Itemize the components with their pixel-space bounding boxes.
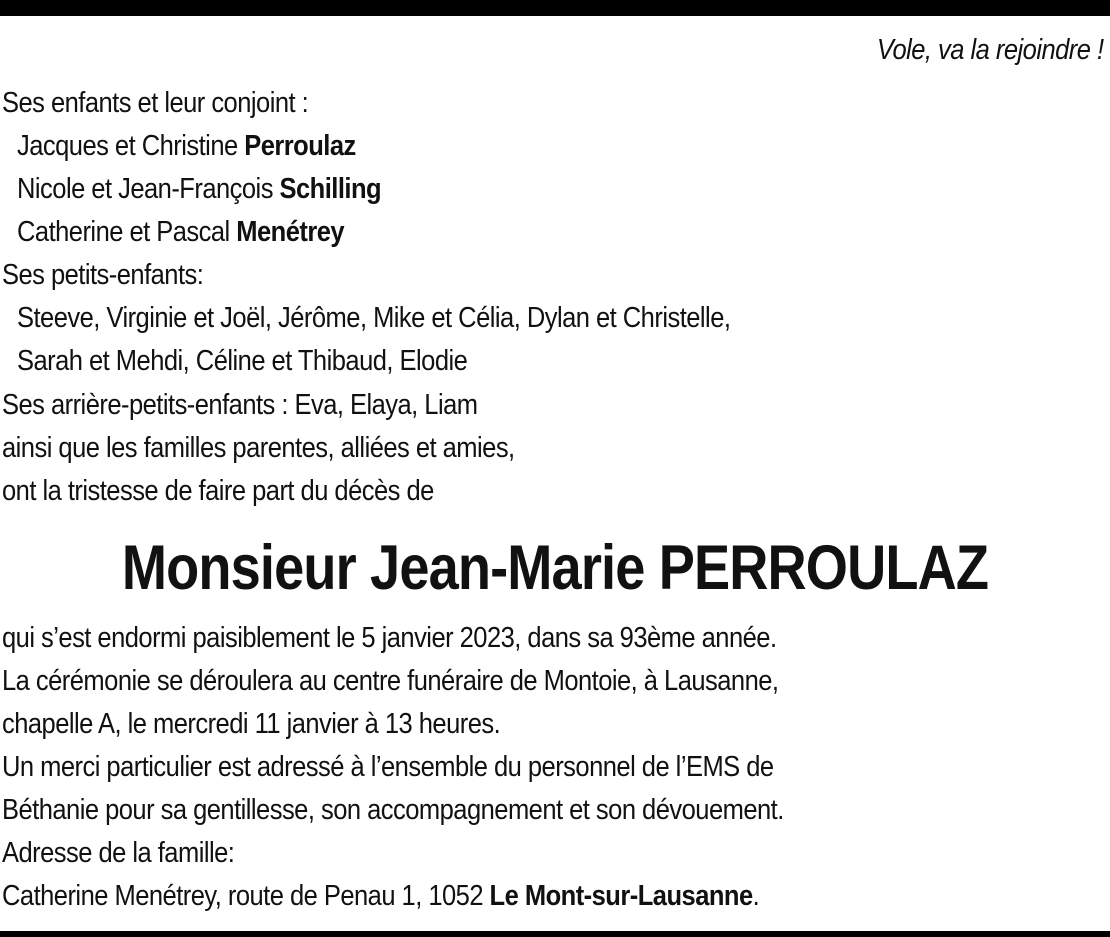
grandchildren-line-1: Steeve, Virginie et Joël, Jérôme, Mike et Célia, Dylan et Christelle, [17,302,731,334]
child-names: Jacques et Christine [17,130,245,162]
grandchildren-line-2: Sarah et Mehdi, Céline et Thibaud, Elodie [17,345,468,377]
grandchildren-heading: Ses petits-enfants: [2,259,204,291]
bottom-border-rule [0,931,1110,937]
child-surname: Schilling [279,173,382,205]
body-line-5: Béthanie pour sa gentillesse, son accompagnement et son dévouement. [2,794,784,826]
child-names: Nicole et Jean-François [17,173,280,205]
top-border-rule [0,0,1110,16]
child-names: Catherine et Pascal [17,216,237,248]
address-end: . [752,880,760,912]
body-line-3: chapelle A, le mercredi 11 janvier à 13 heures. [2,708,501,740]
child-surname: Perroulaz [244,130,356,162]
body-line-1: qui s’est endormi paisiblement le 5 janvier 2023, dans sa 93ème année. [2,622,777,654]
children-heading: Ses enfants et leur conjoint : [2,87,309,119]
address-town: Le Mont-sur-Lausanne [489,880,753,912]
great-grandchildren-line: Ses arrière-petits-enfants : Eva, Elaya, Liam [2,389,478,421]
child-line-3 [17,214,344,250]
body-line-4: Un merci particulier est adressé à l’ensemble du personnel de l’EMS de [2,751,774,783]
address-heading: Adresse de la famille: [2,837,235,869]
child-line-2 [17,171,381,207]
families-line: ainsi que les familles parentes, alliées et amies, [2,432,515,464]
child-surname: Menétrey [236,216,345,248]
address-text: Catherine Menétrey, route de Penau 1, 1052 [2,880,490,912]
body-line-2: La cérémonie se déroulera au centre funéraire de Montoie, à Lausanne, [2,665,779,697]
deceased-name: Monsieur Jean-Marie PERROULAZ [121,533,989,603]
motto: Vole, va la rejoindre ! [877,34,1104,66]
address-line [2,878,759,914]
child-line-1 [17,128,356,164]
announcement-line: ont la tristesse de faire part du décès de [2,475,434,507]
